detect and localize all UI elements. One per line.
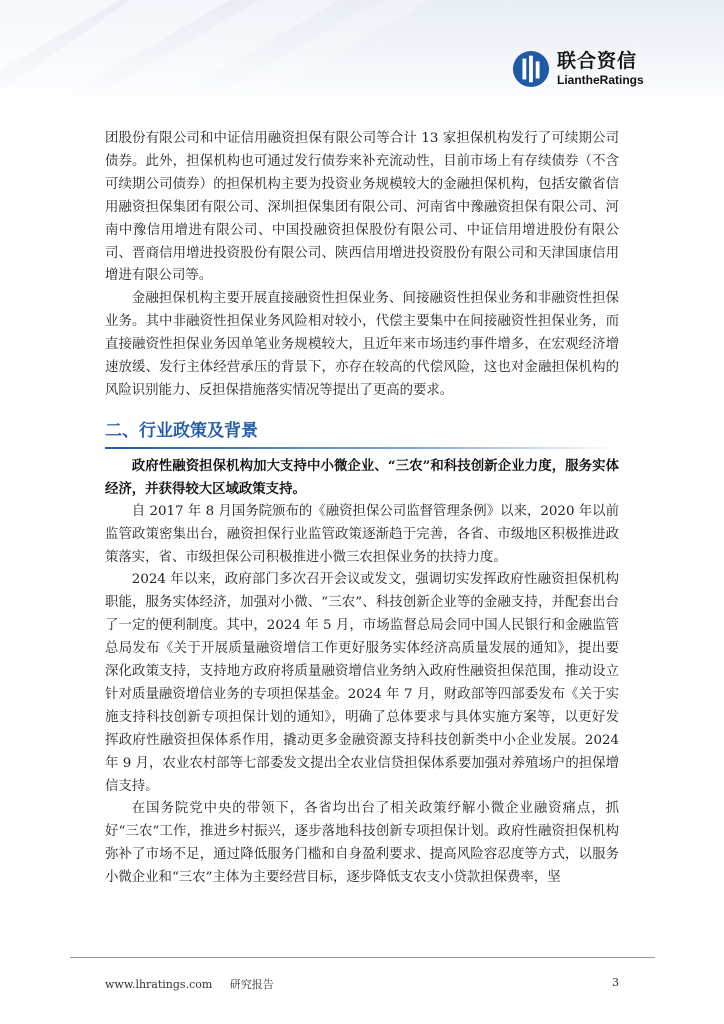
- section-heading-rule: [105, 447, 619, 449]
- brand-name-cn: 联合资信: [557, 50, 638, 72]
- lianhe-logo-icon: [512, 50, 550, 88]
- body-paragraph: 自 2017 年 8 月国务院颁布的《融资担保公司监督管理条例》以来，2020 年以前监管政策密集出台，融资担保行业监管政策逐渐趋于完善，各省、市级地区积极推进政策落实，省、市级担保公司积极推进小微三农担保业务的扶持力度。: [105, 503, 619, 565]
- brand-logo: [512, 50, 644, 88]
- brand-name-en: LiantheRatings: [557, 73, 644, 87]
- body-paragraph: 2024 年以来，政府部门多次召开会议或发文，强调切实发挥政府性融资担保机构职能，服务实体经济，加强对小微、“三农”、科技创新企业等的金融支持，并配套出台了一定的便利制度。其中，2024 年 5 月，市场监督总局会同中国人民银行和金融监管总局发布《关于开展质量融资增信工作更好服务实体经济高质量发展的通知》，提出要深化政策支持，支持地方政府将质量融资增信业务纳入政府性融资担保范围，推动设立针对质量融资增信业务的专项担保基金。2024 年 7 月，财政部等四部委发布《关于实施支持科技创新专项担保计划的通知》，明确了总体要求与具体实施方案等，以更好发挥政府性融资担保体系作用，撬动更多金融资源支持科技创新类中小企业发展。2024 年 9 月，农业农村部等七部委发文提出全农业信贷担保体系要加强对养殖场户的担保增信支持。: [105, 572, 619, 794]
- section-heading: 二、行业政策及背景: [105, 420, 258, 441]
- body-paragraph: 金融担保机构主要开展直接融资性担保业务、间接融资性担保业务和非融资性担保业务。其中非融资性担保业务风险相对较小，代偿主要集中在间接融资性担保业务，而直接融资性担保业务因单笔业务规模较大，且近年来市场违约事件增多，在宏观经济增速放缓、发行主体经营承压的背景下，亦存在较高的代偿风险，这也对金融担保机构的风险识别能力、反担保措施落实情况等提出了更高的要求。: [105, 291, 619, 398]
- footer-website-link[interactable]: www.lhratings.com: [105, 978, 213, 991]
- document-body: [105, 128, 619, 890]
- footer-divider: [70, 957, 655, 958]
- section-lead-paragraph: 政府性融资担保机构加大支持中小微企业、“三农”和科技创新企业力度，服务实体经济，并获得较大区域政策支持。: [105, 457, 619, 497]
- page-footer: [105, 976, 619, 992]
- body-paragraph: 在国务院党中央的带领下，各省均出台了相关政策纾解小微企业融资痛点，抓好“三农”工作，推进乡村振兴，逐步落地科技创新专项担保计划。政府性融资担保机构弥补了市场不足，通过降低服务门槛和自身盈利要求、提高风险容忍度等方式，以服务小微企业和“三农”主体为主要经营目标，逐步降低支农支小贷款担保费率，坚: [105, 801, 619, 886]
- footer-doc-type: 研究报告: [229, 978, 274, 991]
- page-number: 3: [612, 976, 619, 989]
- body-paragraph: 团股份有限公司和中证信用融资担保有限公司等合计 13 家担保机构发行了可续期公司债券。此外，担保机构也可通过发行债券来补充流动性，目前市场上有存续债券（不含可续期公司债券）的担保机构主要为投资业务规模较大的金融担保机构，包括安徽省信用融资担保集团有限公司、深圳担保集团有限公司、河南省中豫融资担保有限公司、河南中豫信用增进有限公司、中国投融资担保股份有限公司、中证信用增进股份有限公司、晋商信用增进投资股份有限公司、陕西信用增进投资股份有限公司和天津国康信用增进有限公司等。: [105, 131, 619, 284]
